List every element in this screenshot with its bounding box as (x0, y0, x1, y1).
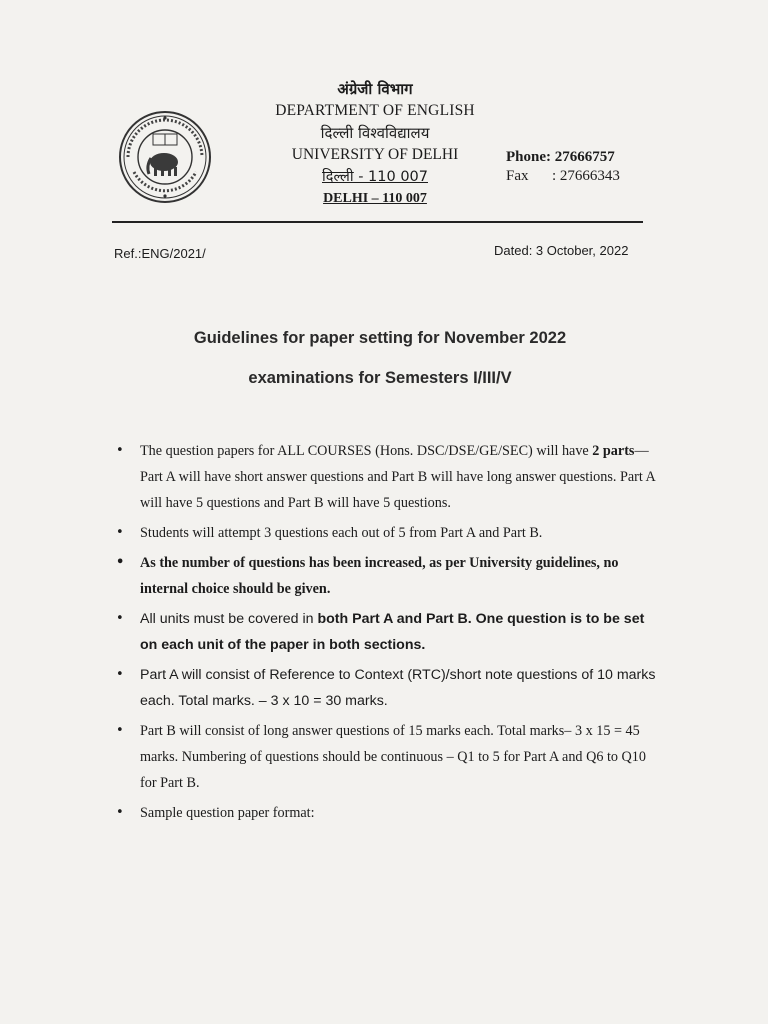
list-item (116, 520, 656, 546)
list-item (116, 662, 656, 714)
city-hindi: दिल्ली - 110 007 (322, 169, 428, 185)
fax-value: : 27666343 (552, 168, 620, 184)
list-item-text: The question papers for ALL COURSES (Hons. DSC/DSE/GE/SEC) will have (140, 443, 593, 459)
list-item (116, 718, 656, 796)
list-item-text: All units must be covered in (140, 611, 318, 627)
list-item-emphasis: both Part A and Part B. One question is to be set on each unit of the paper in both sections. (140, 611, 645, 653)
fax-label: Fax (506, 168, 529, 184)
fax-number (506, 167, 620, 186)
contact-block (506, 148, 620, 186)
list-item-text: Students will attempt 3 questions each out of 5 from Part A and Part B. (140, 525, 543, 541)
title-line-1: Guidelines for paper setting for November 2022 (193, 329, 567, 347)
university-name-hindi: दिल्ली विश्वविद्यालय (320, 124, 430, 142)
letterhead (250, 78, 500, 210)
list-item-emphasis: 2 parts (592, 443, 635, 459)
list-item-text: Part A will consist of Reference to Context (RTC)/short note questions of 10 marks each. Total marks. – 3 x 10 = 30 marks. (140, 667, 656, 709)
document-title (160, 318, 600, 398)
department-name: DEPARTMENT OF ENGLISH (275, 102, 475, 119)
department-name-hindi: अंग्रेजी विभाग (337, 80, 413, 98)
list-item (116, 550, 656, 602)
list-item (116, 438, 656, 516)
list-item (116, 800, 656, 826)
list-item (116, 606, 656, 658)
university-name: UNIVERSITY OF DELHI (291, 146, 459, 163)
list-item-text: —Part A will have short answer questions and Part B will have long answer questions. Part A will have 5 questions and Part B will have 5 questions. (140, 443, 656, 511)
header-divider (112, 221, 643, 223)
reference-number: Ref.:ENG/2021/ (114, 246, 206, 261)
list-item-text: As the number of questions has been increased, as per University guidelines, no internal choice should be given. (140, 555, 619, 597)
list-item-text: Sample question paper format: (140, 805, 315, 821)
list-item-text: Part B will consist of long answer questions of 15 marks each. Total marks– 3 x 15 = 45 marks. Numbering of questions should be continuous – Q1 to 5 for Part A and Q6 to Q10 for Part B. (140, 723, 646, 791)
title-line-2: examinations for Semesters I/III/V (248, 369, 512, 387)
letter-date: Dated: 3 October, 2022 (494, 243, 629, 258)
guidelines-list (116, 438, 656, 830)
phone-number: Phone: 27666757 (506, 149, 615, 165)
city-english: DELHI – 110 007 (323, 191, 427, 206)
university-seal-icon (118, 110, 212, 204)
